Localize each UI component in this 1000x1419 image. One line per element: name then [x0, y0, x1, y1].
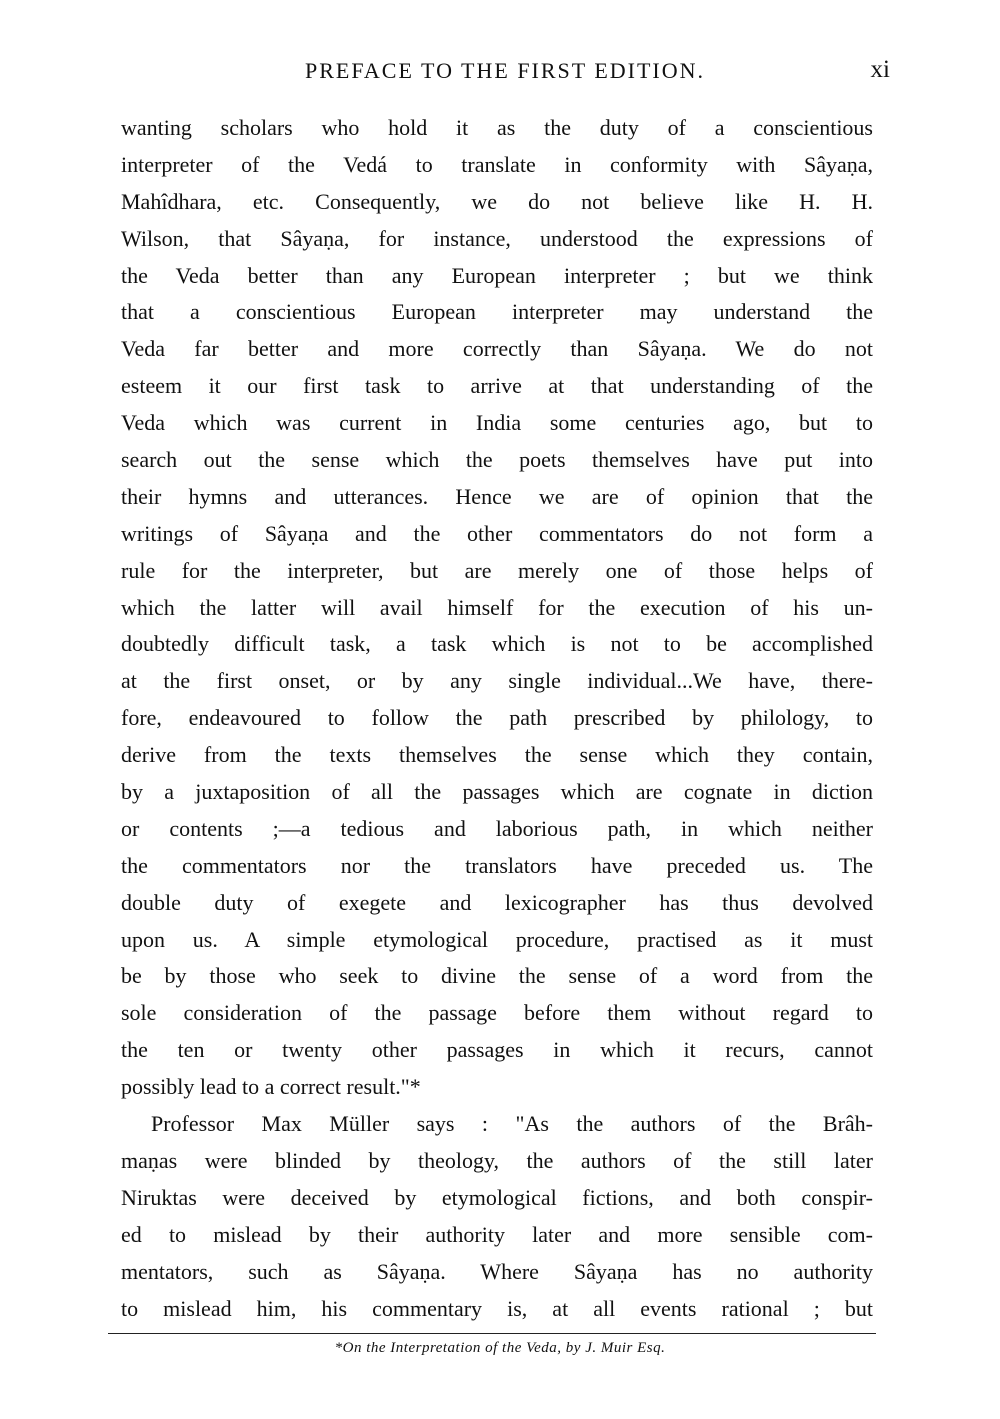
text-line: derive from the texts themselves the sense which they contain, — [121, 742, 873, 768]
text-line: mentators, such as Sâyaṇa. Where Sâyaṇa has no authority — [121, 1258, 873, 1284]
running-head — [120, 58, 890, 88]
text-line: rule for the interpreter, but are merely one of those helps of — [121, 557, 873, 583]
body-text — [121, 110, 873, 1327]
text-line: to mislead him, his commentary is, at all events rational ; but — [121, 1295, 873, 1321]
text-line: the Veda better than any European interpreter ; but we think — [121, 262, 873, 288]
text-line: Wilson, that Sâyaṇa, for instance, understood the expressions of — [121, 225, 873, 251]
text-line: which the latter will avail himself for the execution of his un- — [121, 594, 873, 620]
text-line: sole consideration of the passage before them without regard to — [121, 1000, 873, 1026]
text-line: doubtedly difficult task, a task which is not to be accomplished — [121, 631, 873, 657]
running-title: PREFACE TO THE FIRST EDITION. — [304, 58, 706, 83]
text-line: ed to mislead by their authority later and more sensible com- — [121, 1221, 873, 1247]
text-line: the commentators nor the translators have preceded us. The — [121, 852, 873, 878]
text-line: maṇas were blinded by theology, the authors of the still later — [121, 1147, 873, 1173]
text-line: the ten or twenty other passages in which it recurs, cannot — [121, 1037, 873, 1063]
text-line: or contents ;—a tedious and laborious path, in which neither — [121, 815, 873, 841]
text-line: search out the sense which the poets themselves have put into — [121, 447, 873, 473]
text-line: by a juxtaposition of all the passages which are cognate in diction — [121, 779, 873, 805]
text-line: wanting scholars who hold it as the duty of a conscientious — [121, 115, 873, 140]
text-line: Niruktas were deceived by etymological fictions, and both conspir- — [121, 1184, 873, 1210]
text-line: that a conscientious European interpreter may understand the — [121, 299, 873, 325]
footnote: *On the Interpretation of the Veda, by J. Muir Esq. — [334, 1340, 666, 1356]
text-line: be by those who seek to divine the sense of a word from the — [121, 963, 873, 989]
text-line: their hymns and utterances. Hence we are of opinion that the — [121, 483, 873, 509]
text-line: possibly lead to a correct result."* — [121, 1074, 421, 1100]
footnote-divider — [108, 1333, 876, 1334]
paragraph-first-line: Professor Max Müller says : "As the authors of the Brâh- — [151, 1111, 873, 1137]
text-line: fore, endeavoured to follow the path prescribed by philology, to — [121, 705, 873, 731]
text-line: Mahîdhara, etc. Consequently, we do not believe like H. H. — [121, 188, 873, 214]
text-line: upon us. A simple etymological procedure, practised as it must — [121, 926, 873, 952]
text-line: double duty of exegete and lexicographer has thus devolved — [121, 889, 873, 915]
text-line: esteem it our first task to arrive at that understanding of the — [121, 373, 873, 399]
page-number: xi — [870, 56, 890, 83]
text-line: writings of Sâyaṇa and the other commentators do not form a — [121, 520, 873, 546]
text-line: at the first onset, or by any single individual...We have, there- — [121, 668, 873, 694]
text-line: Veda which was current in India some centuries ago, but to — [121, 410, 873, 436]
text-line: interpreter of the Vedá to translate in conformity with Sâyaṇa, — [121, 151, 873, 177]
text-line: Veda far better and more correctly than Sâyaṇa. We do not — [121, 336, 873, 362]
